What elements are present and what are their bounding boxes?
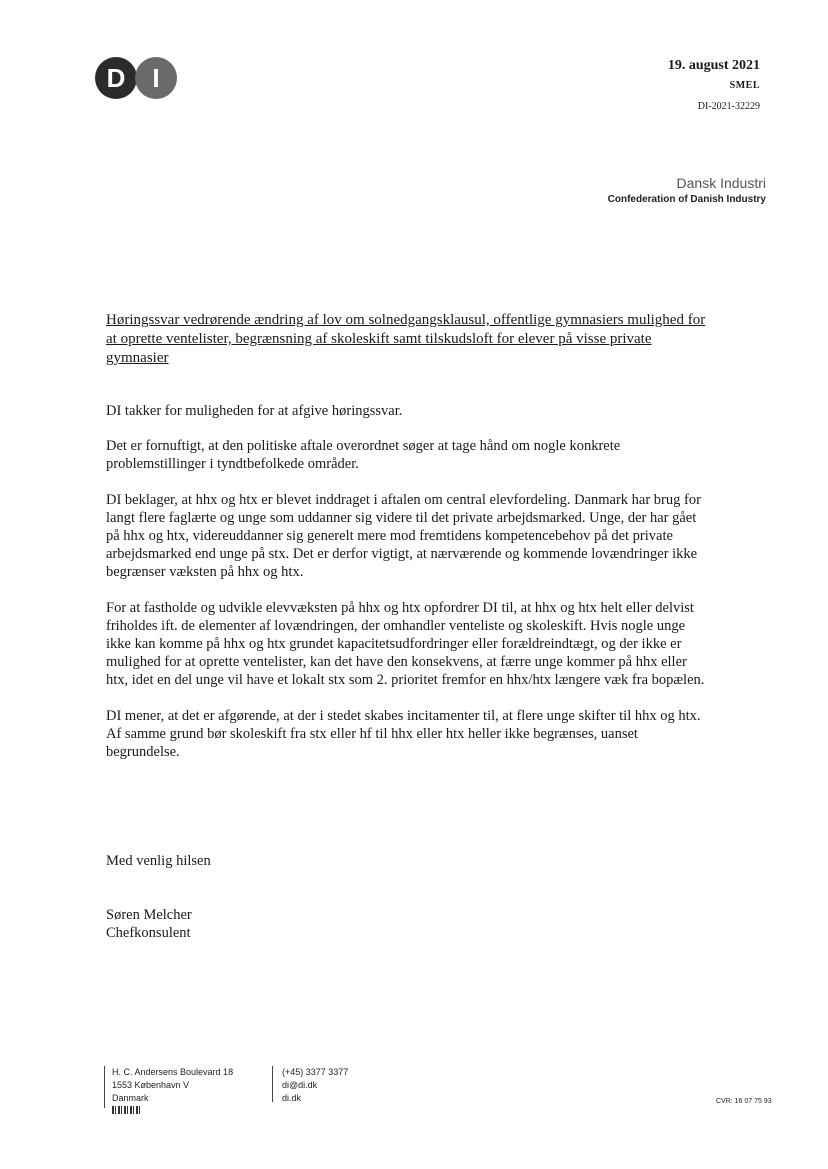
signatory-name: Søren Melcher bbox=[106, 907, 192, 923]
paragraph: For at fastholde og udvikle elevvæksten på hhx og htx opfordrer DI til, at hhx og htx helt eller delvist friholdes ift. de elementer af lovændringen, der omhandler venteliste og skoleskift. Hvis nogle unge ikke kan komme på hhx og htx grundet kapacitetsudfordringer eller forældreindtægt, og der ikke er mulighed for at oprette ventelister, kan det have den konsekvens, at færre unge kommer på hhx eller htx, idet en del unge vil have et lokalt stx som 2. prioritet fremfor en hhx/htx længere væk fra bopælen. bbox=[106, 599, 705, 689]
email-address: di@di.dk bbox=[282, 1080, 318, 1090]
address-country: Danmark bbox=[112, 1093, 149, 1103]
footer-contact bbox=[282, 1066, 348, 1105]
letter-date: 19. august 2021 bbox=[667, 58, 760, 73]
author-initials: SMEL bbox=[729, 80, 760, 91]
footer-address bbox=[112, 1066, 233, 1105]
footer-divider bbox=[104, 1066, 105, 1108]
closing-salutation: Med venlig hilsen bbox=[106, 853, 211, 869]
logo-letter-i: I bbox=[135, 57, 177, 99]
reference-number: DI-2021-32229 bbox=[697, 101, 760, 112]
organization-subtitle: Confederation of Danish Industry bbox=[607, 194, 766, 205]
signatory-title: Chefkonsulent bbox=[106, 925, 191, 941]
address-street: H. C. Andersens Boulevard 18 bbox=[112, 1067, 234, 1077]
paragraph: DI beklager, at hhx og htx er blevet inddraget i aftalen om central elevfordeling. Danmark har brug for langt flere faglærte og unge som uddanner sig videre til det private arbejdsmarked. Unge, der har gået på hhx og htx, videreuddanner sig generelt mere mod fremtidens kompetencebehov på det private arbejdsmarked end unge på stx. Det er derfor vigtigt, at nærværende og kommende lovændringer ikke begrænser væksten på hhx og htx. bbox=[106, 491, 701, 581]
paragraph: Det er fornuftigt, at den politiske aftale overordnet søger at tage hånd om nogle konkrete problemstillinger i tyndtbefolkede områder. bbox=[106, 438, 621, 473]
logo-letter-d: D bbox=[95, 57, 137, 99]
website: di.dk bbox=[282, 1093, 302, 1103]
footer-divider bbox=[272, 1066, 273, 1102]
paragraph: DI takker for muligheden for at afgive høringssvar. bbox=[106, 403, 403, 419]
cvr-number: CVR: 16 07 75 93 bbox=[716, 1098, 772, 1105]
paragraph: DI mener, at det er afgørende, at der i stedet skabes incitamenter til, at flere unge skifter til hhx og htx. Af samme grund bør skoleskift fra stx eller hf til hhx eller htx heller ikke begrænses, uanset begrundelse. bbox=[106, 707, 701, 761]
letter-subject: Høringssvar vedrørende ændring af lov om solnedgangsklausul, offentlige gymnasiers mulighed for at oprette ventelister, begrænsning af skoleskift samt tilskudsloft for elever på visse private gymnasier bbox=[106, 312, 706, 366]
phone-number: (+45) 3377 3377 bbox=[282, 1067, 349, 1077]
di-logo bbox=[95, 57, 181, 99]
address-city: 1553 København V bbox=[112, 1080, 190, 1090]
letter-body bbox=[106, 402, 706, 778]
barcode-mark bbox=[112, 1106, 142, 1114]
organization-name: Dansk Industri bbox=[676, 175, 766, 191]
